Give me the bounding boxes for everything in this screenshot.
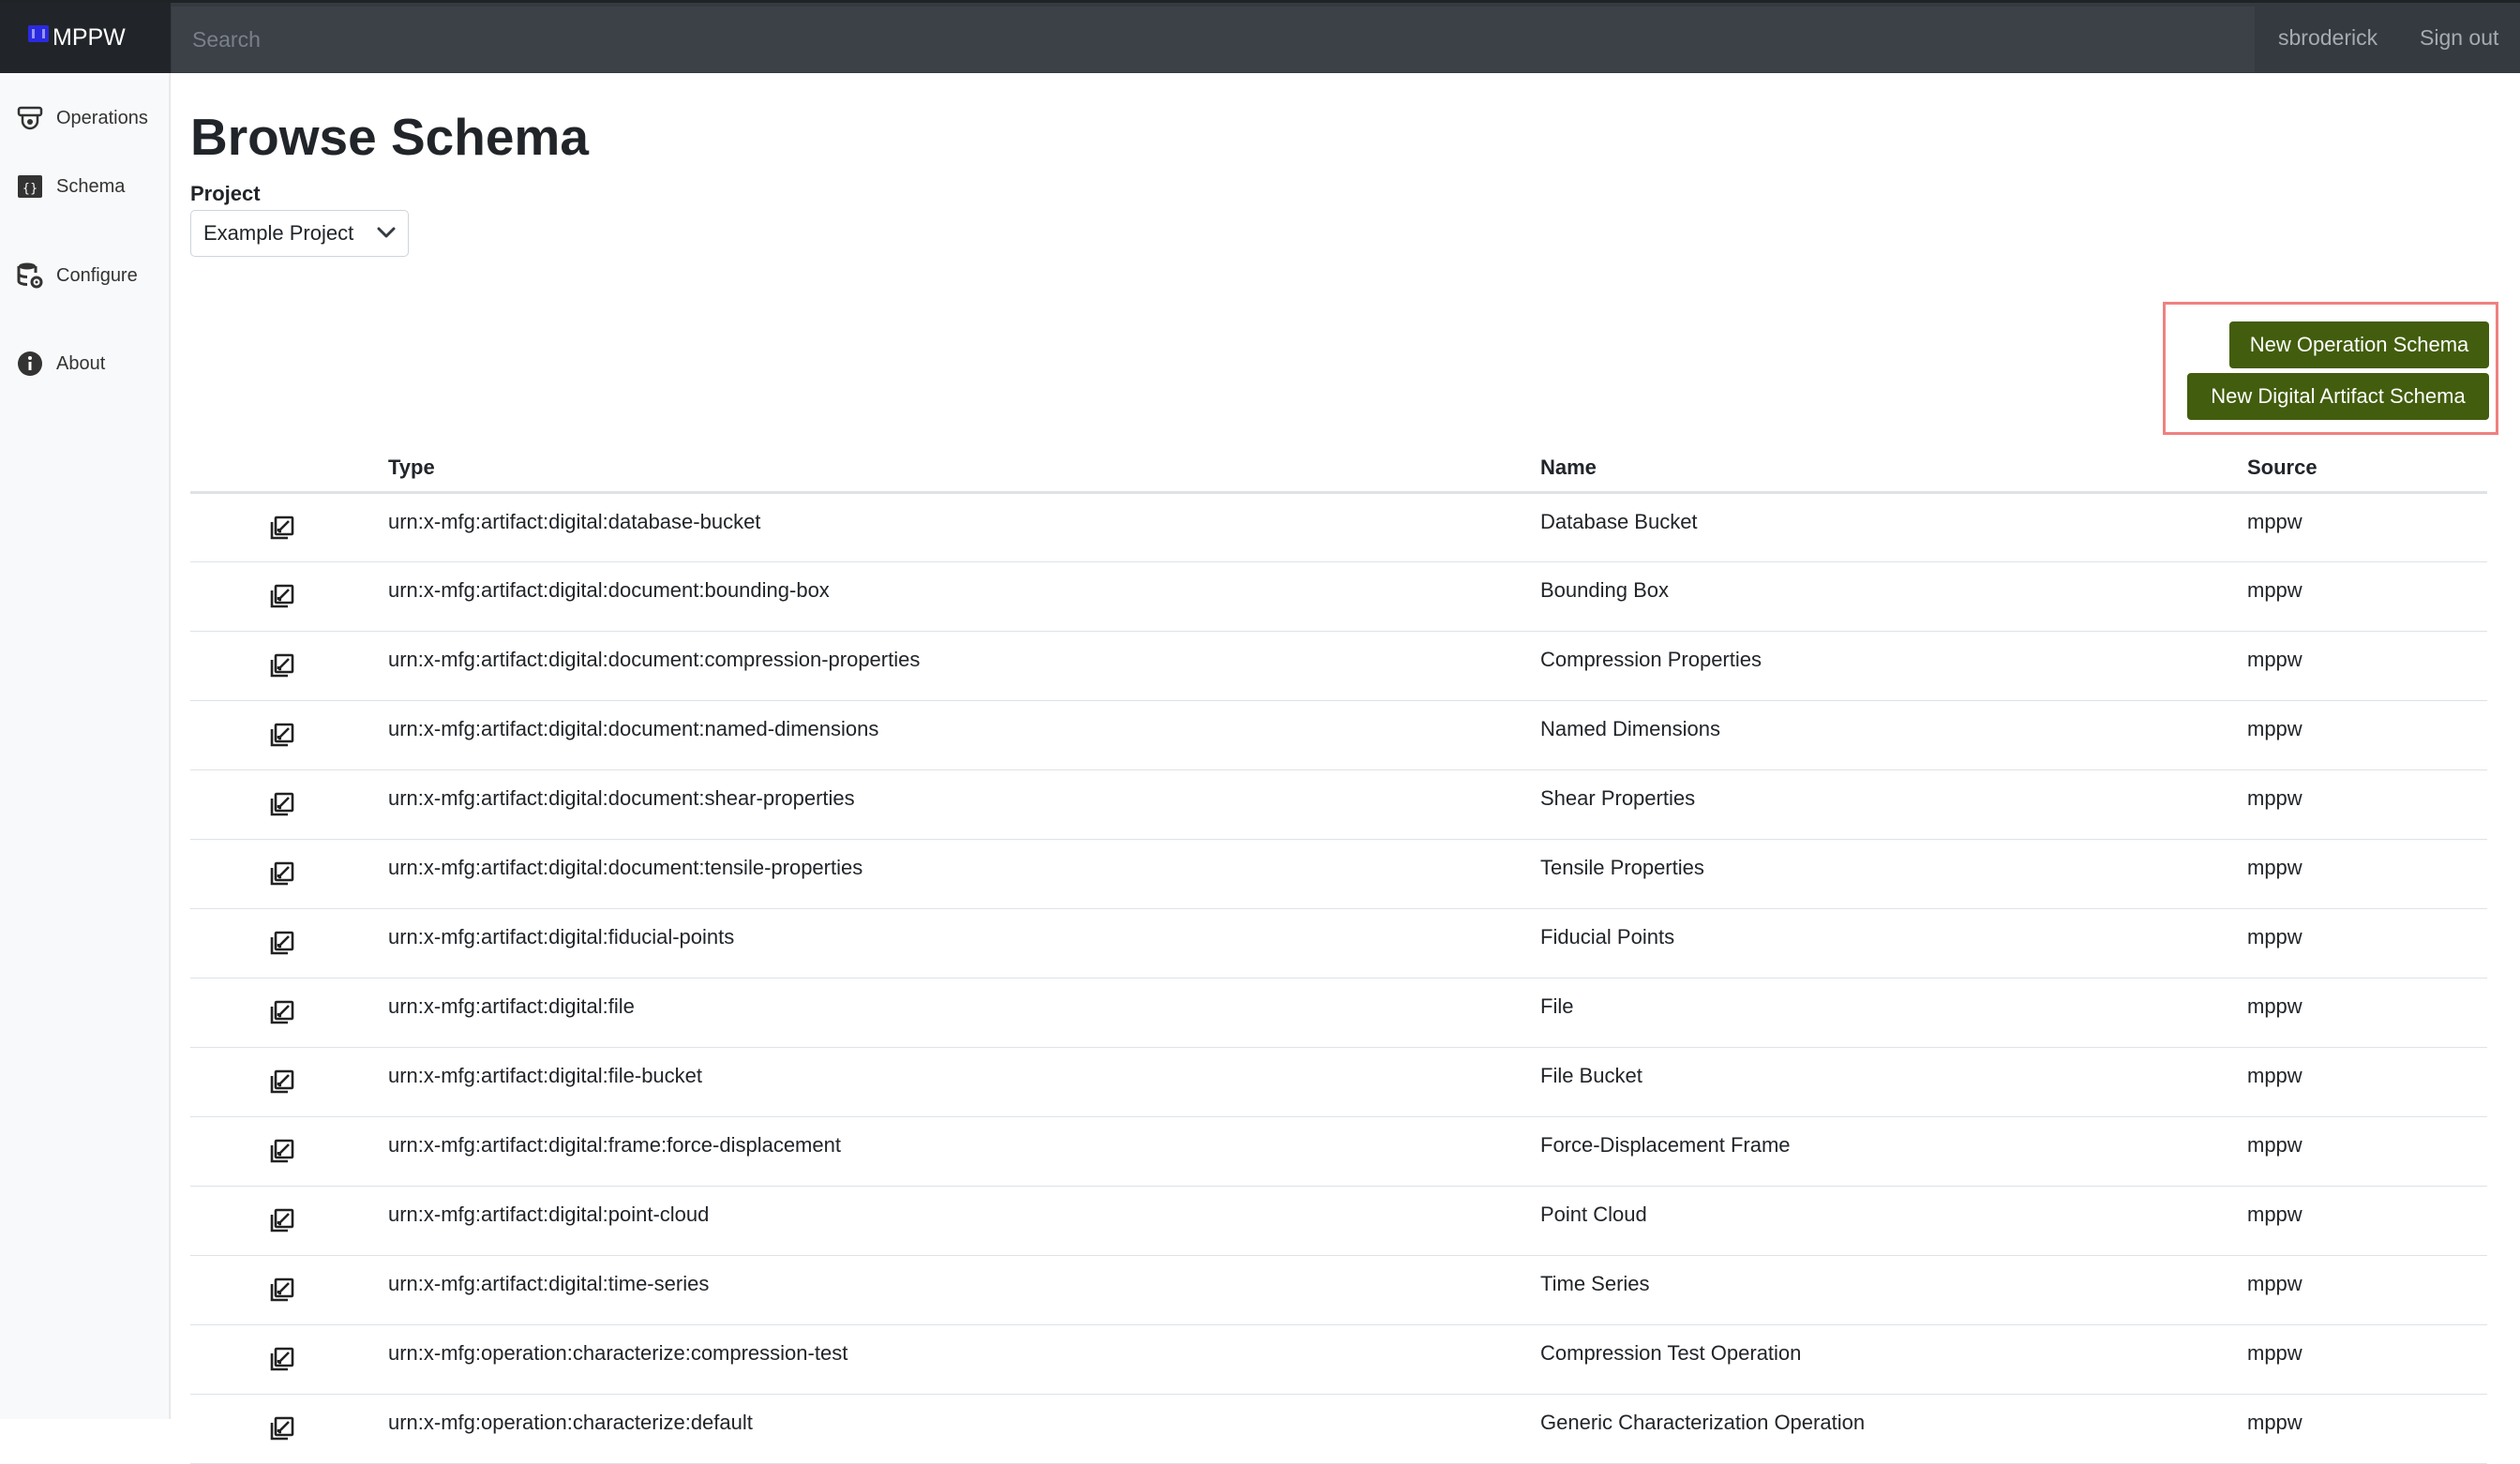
table-row	[190, 1395, 2487, 1464]
name-cell: Named Dimensions	[1540, 701, 2247, 770]
type-cell: urn:x-mfg:artifact:digital:file-bucket	[388, 1048, 1540, 1117]
source-cell: mppw	[2247, 701, 2487, 770]
edit-cell	[190, 1187, 388, 1256]
project-select[interactable]	[190, 210, 409, 257]
new-digital-artifact-schema-button[interactable]: New Digital Artifact Schema	[2187, 373, 2489, 420]
chevron-down-icon	[376, 222, 397, 248]
header-type[interactable]: Type	[388, 431, 1540, 493]
name-cell: Compression Test Operation	[1540, 1325, 2247, 1395]
schema-icon	[17, 173, 43, 200]
edit-cell	[190, 632, 388, 701]
edit-schema-icon[interactable]	[267, 1415, 295, 1449]
sidebar-item-label: Operations	[56, 107, 148, 128]
table-row	[190, 770, 2487, 840]
table-row	[190, 1325, 2487, 1395]
source-cell: mppw	[2247, 1117, 2487, 1187]
name-cell: Bounding Box	[1540, 562, 2247, 632]
type-cell: urn:x-mfg:artifact:digital:point-cloud	[388, 1187, 1540, 1256]
edit-schema-icon[interactable]	[267, 583, 295, 617]
table-row	[190, 562, 2487, 632]
configure-icon	[17, 262, 43, 289]
table-row	[190, 1048, 2487, 1117]
edit-cell	[190, 978, 388, 1048]
source-cell: mppw	[2247, 1048, 2487, 1117]
type-cell: urn:x-mfg:artifact:digital:time-series	[388, 1256, 1540, 1325]
source-cell: mppw	[2247, 840, 2487, 909]
brand-link[interactable]	[0, 3, 171, 73]
schema-table	[190, 431, 2487, 1464]
name-cell: Shear Properties	[1540, 770, 2247, 840]
edit-cell	[190, 840, 388, 909]
name-cell: Time Series	[1540, 1256, 2247, 1325]
table-header-row	[190, 431, 2487, 493]
sidebar-item-schema[interactable]	[17, 173, 125, 200]
operations-icon	[17, 105, 43, 131]
page-title: Browse Schema	[190, 108, 589, 166]
source-cell: mppw	[2247, 770, 2487, 840]
project-label: Project	[190, 182, 261, 205]
user-link[interactable]: sbroderick	[2278, 25, 2378, 50]
table-row	[190, 632, 2487, 701]
name-cell: File Bucket	[1540, 1048, 2247, 1117]
new-operation-schema-button[interactable]: New Operation Schema	[2229, 321, 2489, 368]
edit-cell	[190, 909, 388, 978]
type-cell: urn:x-mfg:artifact:digital:frame:force-displacement	[388, 1117, 1540, 1187]
name-cell: Fiducial Points	[1540, 909, 2247, 978]
sidebar-item-about[interactable]	[17, 351, 105, 377]
edit-cell	[190, 562, 388, 632]
project-select-value: Example Project	[203, 221, 354, 245]
table-row	[190, 840, 2487, 909]
header-edit-column	[190, 431, 388, 493]
sidebar	[0, 73, 171, 1419]
edit-cell	[190, 1325, 388, 1395]
edit-schema-icon[interactable]	[267, 1277, 295, 1310]
edit-cell	[190, 1256, 388, 1325]
search-input[interactable]	[172, 7, 2255, 72]
type-cell: urn:x-mfg:artifact:digital:database-bucket	[388, 493, 1540, 562]
type-cell: urn:x-mfg:artifact:digital:document:tensile-properties	[388, 840, 1540, 909]
edit-schema-icon[interactable]	[267, 930, 295, 964]
edit-schema-icon[interactable]	[267, 860, 295, 894]
table-row	[190, 978, 2487, 1048]
name-cell: Force-Displacement Frame	[1540, 1117, 2247, 1187]
sidebar-item-label: Configure	[56, 264, 138, 286]
edit-cell	[190, 1048, 388, 1117]
svg-text:{}: {}	[22, 182, 38, 196]
edit-schema-icon[interactable]	[267, 652, 295, 686]
sidebar-item-operations[interactable]	[17, 105, 148, 131]
edit-cell	[190, 1117, 388, 1187]
info-icon	[17, 351, 43, 377]
name-cell: Database Bucket	[1540, 493, 2247, 562]
source-cell: mppw	[2247, 562, 2487, 632]
brand-name: MPPW	[52, 24, 126, 51]
edit-cell	[190, 493, 388, 562]
edit-cell	[190, 1395, 388, 1464]
edit-schema-icon[interactable]	[267, 1068, 295, 1102]
source-cell: mppw	[2247, 1187, 2487, 1256]
name-cell: File	[1540, 978, 2247, 1048]
table-row	[190, 701, 2487, 770]
source-cell: mppw	[2247, 1395, 2487, 1464]
source-cell: mppw	[2247, 493, 2487, 562]
sign-out-link[interactable]: Sign out	[2420, 25, 2499, 50]
header-name[interactable]: Name	[1540, 431, 2247, 493]
table-row	[190, 1256, 2487, 1325]
source-cell: mppw	[2247, 1325, 2487, 1395]
source-cell: mppw	[2247, 632, 2487, 701]
table-row	[190, 1117, 2487, 1187]
edit-schema-icon[interactable]	[267, 791, 295, 825]
source-cell: mppw	[2247, 978, 2487, 1048]
edit-cell	[190, 701, 388, 770]
edit-cell	[190, 770, 388, 840]
type-cell: urn:x-mfg:artifact:digital:document:named-dimensions	[388, 701, 1540, 770]
type-cell: urn:x-mfg:artifact:digital:document:bounding-box	[388, 562, 1540, 632]
type-cell: urn:x-mfg:artifact:digital:document:shear-properties	[388, 770, 1540, 840]
type-cell: urn:x-mfg:artifact:digital:file	[388, 978, 1540, 1048]
source-cell: mppw	[2247, 1256, 2487, 1325]
edit-schema-icon[interactable]	[267, 722, 295, 755]
table-row	[190, 493, 2487, 562]
top-navbar	[0, 0, 2520, 73]
edit-schema-icon[interactable]	[267, 1138, 295, 1172]
sidebar-item-label: Schema	[56, 175, 126, 197]
type-cell: urn:x-mfg:operation:characterize:compression-test	[388, 1325, 1540, 1395]
edit-schema-icon[interactable]	[267, 1346, 295, 1380]
source-cell: mppw	[2247, 909, 2487, 978]
name-cell: Compression Properties	[1540, 632, 2247, 701]
edit-schema-icon[interactable]	[267, 1207, 295, 1241]
type-cell: urn:x-mfg:operation:characterize:default	[388, 1395, 1540, 1464]
edit-schema-icon[interactable]	[267, 515, 295, 548]
type-cell: urn:x-mfg:artifact:digital:document:compression-properties	[388, 632, 1540, 701]
table-row	[190, 1187, 2487, 1256]
header-source[interactable]: Source	[2247, 431, 2487, 493]
sidebar-item-configure[interactable]	[17, 262, 138, 289]
edit-schema-icon[interactable]	[267, 999, 295, 1033]
type-cell: urn:x-mfg:artifact:digital:fiducial-points	[388, 909, 1540, 978]
mppw-logo-icon	[28, 25, 49, 42]
name-cell: Tensile Properties	[1540, 840, 2247, 909]
name-cell: Generic Characterization Operation	[1540, 1395, 2247, 1464]
table-row	[190, 909, 2487, 978]
name-cell: Point Cloud	[1540, 1187, 2247, 1256]
sidebar-item-label: About	[56, 352, 106, 374]
